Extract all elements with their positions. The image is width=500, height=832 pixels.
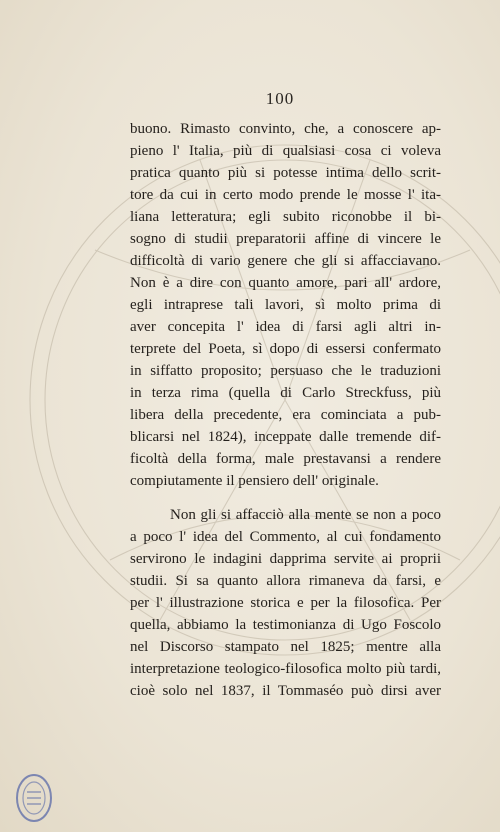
- text-line: interpretazione teologico-filosofica molto più tardi,: [130, 661, 441, 677]
- text-line: in siffatto proposito; persuaso che le traduzioni: [130, 363, 441, 379]
- text-line: libera della precedente, era cominciata a pub-: [130, 407, 441, 423]
- text-line: liana letteratura; egli subito riconobbe il bi-: [130, 209, 441, 225]
- text-line: cioè solo nel 1837, il Tommaséo può dirsi aver: [130, 683, 441, 699]
- text-line: ficoltà della forma, male prestavansi a rendere: [130, 451, 441, 467]
- text-line: Non è a dire con quanto amore, pari all' ardore,: [130, 275, 441, 291]
- paragraph-1: [130, 118, 441, 492]
- library-stamp-icon: [14, 772, 54, 824]
- page-number: 100: [265, 89, 295, 108]
- text-line: egli intraprese tali lavori, sì molto prima di: [130, 297, 441, 313]
- text-line: servirono le indagini dapprima servite ai proprii: [130, 551, 441, 567]
- text-line: quella, abbiamo la testimonianza di Ugo Foscolo: [130, 617, 441, 633]
- text-line: sogno di studii preparatorii affine di vincere le: [130, 231, 441, 247]
- paragraph-gap: [130, 492, 441, 504]
- text-line: in terza rima (quella di Carlo Streckfuss, più: [130, 385, 441, 401]
- text-line: terprete del Poeta, sì dopo di essersi confermato: [130, 341, 441, 357]
- text-line: pratica quanto più si potesse intima dello scrit-: [130, 165, 441, 181]
- text-line: difficoltà di vario genere che gli si affacciavano.: [130, 253, 441, 269]
- text-line: pieno l' Italia, più di qualsiasi cosa ci voleva: [130, 143, 441, 159]
- paragraph-2: [130, 504, 441, 702]
- text-line: per l' illustrazione storica e per la filosofica. Per: [130, 595, 441, 611]
- text-line: aver concepita l' idea di farsi agli altri in-: [130, 319, 441, 335]
- text-line: a poco l' idea del Commento, al cui fondamento: [130, 529, 441, 545]
- text-line: compiutamente il pensiero dell' originale.: [130, 473, 379, 489]
- text-line: Non gli si affacciò alla mente se non a poco: [170, 507, 441, 523]
- text-line: blicarsi nel 1824), inceppate dalle tremende dif-: [130, 429, 441, 445]
- text-line: tore da cui in certo modo prende le mosse l' ita-: [130, 187, 441, 203]
- text-line: nel Discorso stampato nel 1825; mentre alla: [130, 639, 441, 655]
- text-line: studii. Si sa quanto allora rimaneva da farsi, e: [130, 573, 441, 589]
- text-line: buono. Rimasto convinto, che, a conoscere ap-: [130, 121, 441, 137]
- body-text: [130, 118, 441, 702]
